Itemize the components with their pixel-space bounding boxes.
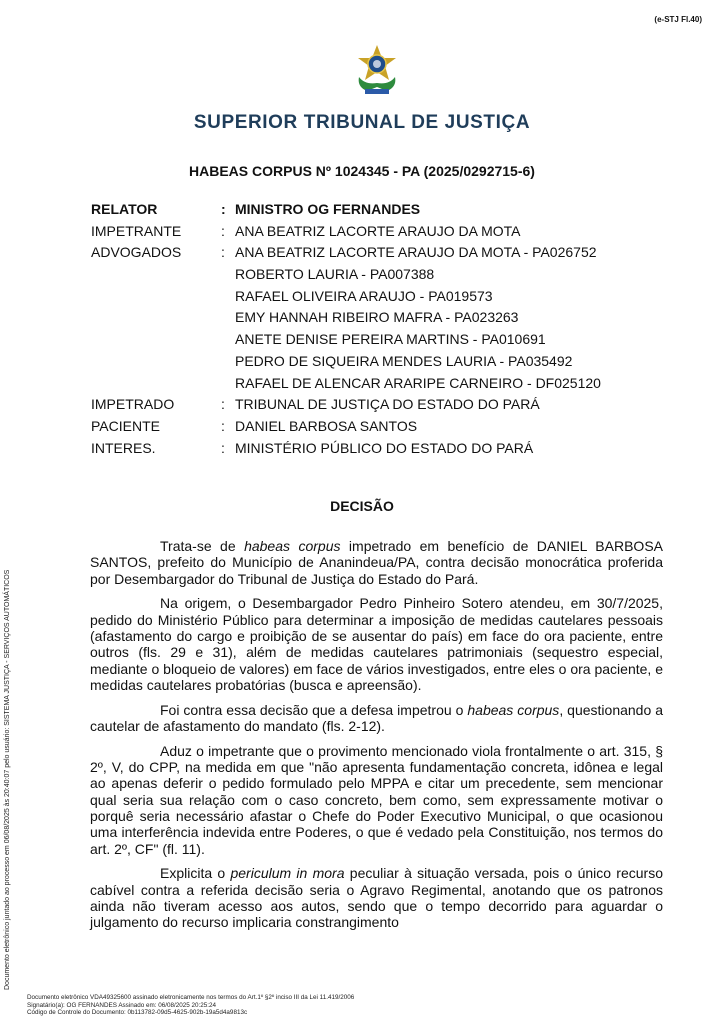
party-value: TRIBUNAL DE JUSTIÇA DO ESTADO DO PARÁ: [235, 396, 540, 413]
party-value: DANIEL BARBOSA SANTOS: [235, 417, 418, 434]
party-value: MINISTRO OG FERNANDES: [235, 201, 421, 217]
decision-body: [90, 538, 663, 939]
lawyer-entry: PEDRO DE SIQUEIRA MENDES LAURIA - PA035492: [235, 352, 573, 369]
party-separator: :: [221, 396, 225, 413]
lawyer-entry: RAFAEL DE ALENCAR ARARIPE CARNEIRO - DF025120: [235, 374, 601, 391]
party-value: MINISTÉRIO PÚBLICO DO ESTADO DO PARÁ: [235, 439, 534, 456]
party-row-advogados: [91, 242, 691, 264]
decision-paragraph: Na origem, o Desembargador Pedro Pinheiro Sotero atendeu, em 30/7/2025, pedido do Ministério Público para determinar a imposição de medidas cautelares pessoais (afastamento do cargo e proibição de se ausentar do país) em face do ora paciente, entre outros (fls. 29 e 31), além de medidas cautelares patrimoniais (sequestro especial, mediante o bloqueio de valores) em face de vários investigados, entre eles o ora paciente, e medidas cautelares probatórias (busca e apreensão).: [90, 595, 663, 693]
case-title: HABEAS CORPUS Nº 1024345 - PA (2025/0292715-6): [189, 163, 535, 179]
lawyer-row: [91, 373, 691, 395]
lawyer-row: [91, 264, 691, 286]
lawyer-entry: ANETE DENISE PEREIRA MARTINS - PA010691: [235, 331, 546, 348]
party-separator: :: [221, 244, 225, 261]
court-name: SUPERIOR TRIBUNAL DE JUSTIÇA: [193, 112, 531, 133]
party-label: IMPETRADO: [91, 396, 175, 413]
decision-paragraph: Explicita o periculum in mora peculiar à situação versada, pois o único recurso cabível contra a referida decisão seria o Agravo Regimental, anotando que os patronos ainda não tiveram acesso aos autos, sendo que o tempo decorrido para aguardar o julgamento do recurso implicaria constrangimento: [90, 865, 663, 931]
decision-paragraph: Trata-se de habeas corpus impetrado em benefício de DANIEL BARBOSA SANTOS, prefeito do Município de Ananindeua/PA, contra decisão monocrática proferida por Desembargador do Tribunal de Justiça do Estado do Pará.: [90, 538, 663, 587]
side-filing-note: Documento eletrônico juntado ao processo em 06/08/2025 às 20:40:07 pelo usuário: SISTEMA JUSTIÇA - SERVIÇOS AUTOMÁTICOS: [4, 569, 11, 990]
lawyer-entry: RAFAEL OLIVEIRA ARAUJO - PA019573: [235, 287, 493, 304]
lawyer-row: [91, 286, 691, 308]
party-row-impetrante: [91, 221, 691, 243]
party-label: ADVOGADOS: [91, 244, 182, 261]
signature-footer: [27, 994, 354, 1017]
coat-of-arms-icon: [353, 43, 401, 97]
party-separator: :: [221, 417, 225, 434]
lawyer-entry: EMY HANNAH RIBEIRO MAFRA - PA023263: [235, 309, 519, 326]
decision-paragraph: Aduz o impetrante que o provimento mencionado viola frontalmente o art. 315, § 2º, V, do CPP, na medida em que "não apresenta fundamentação concreta, idônea e legal ao apenas deferir o pedido formulado pelo MPPA e citar um precedente, sem mencionar qual seria sua relação com o caso concreto, bem como, sem expressamente motivar o porquê seria necessário afastar o Chefe do Poder Executivo Municipal, o que ocasionou uma interferência indevida entre Poderes, o que é vedado pela Constituição, nos termos do art. 2º, CF" (fl. 11).: [90, 742, 663, 857]
party-label: INTERES.: [91, 439, 156, 456]
party-separator: :: [221, 201, 226, 217]
decision-paragraph: Foi contra essa decisão que a defesa impetrou o habeas corpus, questionando a cautelar de afastamento do mandato (fls. 2-12).: [90, 701, 664, 734]
party-row-paciente: [91, 416, 691, 438]
footer-line: Código de Controle do Documento: 0b113782-09d5-4625-902b-19a5d4a9813c: [27, 1009, 248, 1017]
decision-title: DECISÃO: [330, 498, 394, 514]
party-separator: :: [221, 222, 225, 239]
lawyer-row: [91, 307, 691, 329]
party-row-impetrado: [91, 394, 691, 416]
lawyer-row: [91, 351, 691, 373]
party-label: IMPETRANTE: [91, 222, 182, 239]
party-separator: :: [221, 439, 225, 456]
lawyer-entry: ROBERTO LAURIA - PA007388: [235, 266, 435, 283]
parties-table: [91, 199, 691, 459]
lawyer-row: [91, 329, 691, 351]
footer-line: Signatário(a): OG FERNANDES Assinado em: 06/08/2025 20:25:24: [27, 1001, 217, 1009]
party-label: PACIENTE: [91, 417, 160, 434]
lawyer-entry: ANA BEATRIZ LACORTE ARAUJO DA MOTA - PA026752: [235, 244, 597, 261]
party-row-interes: [91, 438, 691, 460]
page-reference: (e-STJ Fl.40): [654, 15, 702, 24]
party-value: ANA BEATRIZ LACORTE ARAUJO DA MOTA: [235, 222, 521, 239]
party-label: RELATOR: [91, 201, 158, 217]
party-row-relator: [91, 199, 691, 221]
footer-line: Documento eletrônico VDA49325600 assinado eletronicamente nos termos do Art.1º §2º inciso III da Lei 11.419/2006: [27, 994, 355, 1001]
